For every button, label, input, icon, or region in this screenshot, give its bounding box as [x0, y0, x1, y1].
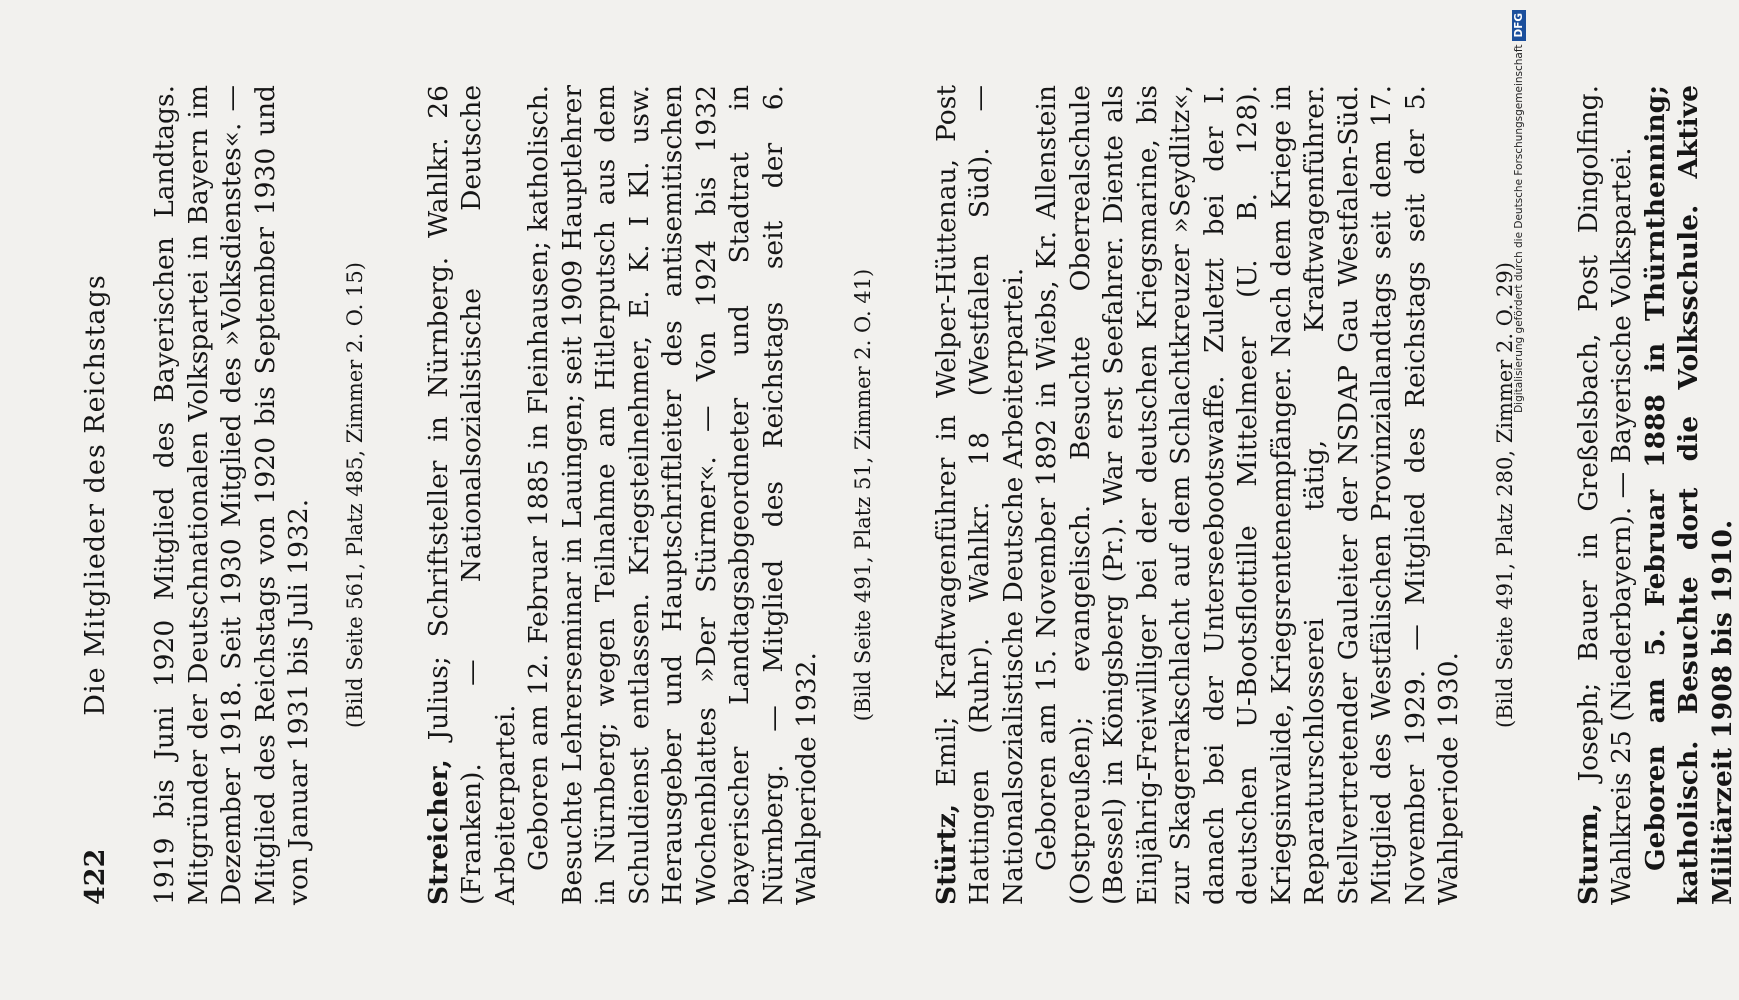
member-name: Streicher, [422, 759, 454, 905]
photo-reference: (Bild Seite 561, Platz 485, Zimmer 2. O. 15) [342, 262, 367, 728]
member-intro: Julius; Schriftsteller in Nürnberg. Wahlkr. 26 (Franken). — Nationalsozialistische Deutsche Arbeiterpartei. [422, 85, 521, 905]
member-name: Stürtz, [930, 803, 962, 905]
page-number: 422 [80, 848, 111, 905]
entry-paragraph: Geboren am 15. November 1892 in Wiebs, Kr. Allenstein (Ostpreußen); evangelisch. Besuchte Oberrealschule (Bessel) in Königsberg (Pr.). War erst Seefahrer. Diente als Einjährig-Freiwilliger bei der deutschen Kriegsmarine, bis zur Skagerrakschlacht auf dem Schlachtkreuzer »Seydlitz«, danach bei der Unterseebootswaffe. Zuletzt bei der I. deutschen U-Bootsflottille Mittelmeer (U. B. 128). Kriegsinvalide, Kriegsrentenempfänger. Nach dem Kriege in Reparaturschlosserei tätig, Kraftwagenführer. Stellvertretender Gauleiter der NSDAP Gau Westfalen-Süd. Mitglied des Westfälischen Provinziallandtags seit dem 17. November 1929. — Mitglied des Reichstags seit der 5. Wahlperiode 1930. [1031, 85, 1464, 905]
entry-continued [148, 85, 370, 905]
page-body [148, 85, 1739, 905]
photo-reference: (Bild Seite 491, Platz 280, Zimmer 2. O. 29) [1492, 262, 1517, 728]
member-intro: Joseph; Bauer in Greßelsbach, Post Dingolfing. Wahlkreis 25 (Niederbayern). — Bayerische Volkspartei. [1572, 85, 1637, 905]
dfg-notice [1508, 10, 1530, 990]
entry-intro [1572, 85, 1639, 905]
dfg-funding-text: Digitalisierung gefördert durch die Deutsche Forschungsgemeinschaft [1513, 44, 1525, 413]
entry-paragraph: Geboren am 12. Februar 1885 in Fleinhausen; katholisch. Besuchte Lehrerseminar in Lauingen; seit 1909 Hauptlehrer in Nürnberg; wegen Teilnahme am Hitlerputsch aus dem Schuldienst entlassen. Kriegsteilnehmer, E. K. I Kl. usw. Herausgeber und Hauptschriftleiter des antisemitischen Wochenblattes »Der Stürmer«. — Von 1924 bis 1932 bayerischer Landtagsabgeordneter und Stadtrat in Nürnberg. — Mitglied des Reichstags seit der 6. Wahlperiode 1932. [523, 85, 822, 905]
entry-stuertz [930, 85, 1520, 905]
dfg-logo: DFG [1512, 10, 1526, 41]
photo-reference: (Bild Seite 491, Platz 51, Zimmer 2. O. 41) [850, 268, 875, 722]
entry-streicher [422, 85, 878, 905]
entry-paragraph: Geboren am 5. Februar 1888 in Thürnthenning; katholisch. Besuchte dort die Volksschule. Aktive Militärzeit 1908 bis 1910. [1639, 85, 1738, 905]
entry-gap [370, 85, 422, 905]
entry-gap [878, 85, 930, 905]
member-name: Sturm, [1572, 803, 1604, 905]
entry-sturm [1572, 85, 1739, 905]
dfg-notice-text-row [1508, 10, 1530, 990]
entry-paragraph: 1919 bis Juni 1920 Mitglied des Bayerischen Landtags. Mitgründer der Deutschnationalen Volkspartei in Bayern im Dezember 1918. Seit 1930 Mitglied des »Volksdienstes«. — Mitglied des Reichstags von 1920 bis September 1930 und von Januar 1931 bis Juli 1932. [149, 85, 314, 905]
entry-intro [930, 85, 1031, 905]
member-intro: Emil; Kraftwagenführer in Welper-Hüttenau, Post Hattingen (Ruhr). Wahlkr. 18 (Westfalen Süd). — Nationalsozialistische Deutsche Arbeiterpartei. [930, 85, 1029, 905]
page-header [80, 85, 120, 905]
entry-intro [422, 85, 523, 905]
running-title: Die Mitglieder des Reichstags [80, 274, 111, 716]
